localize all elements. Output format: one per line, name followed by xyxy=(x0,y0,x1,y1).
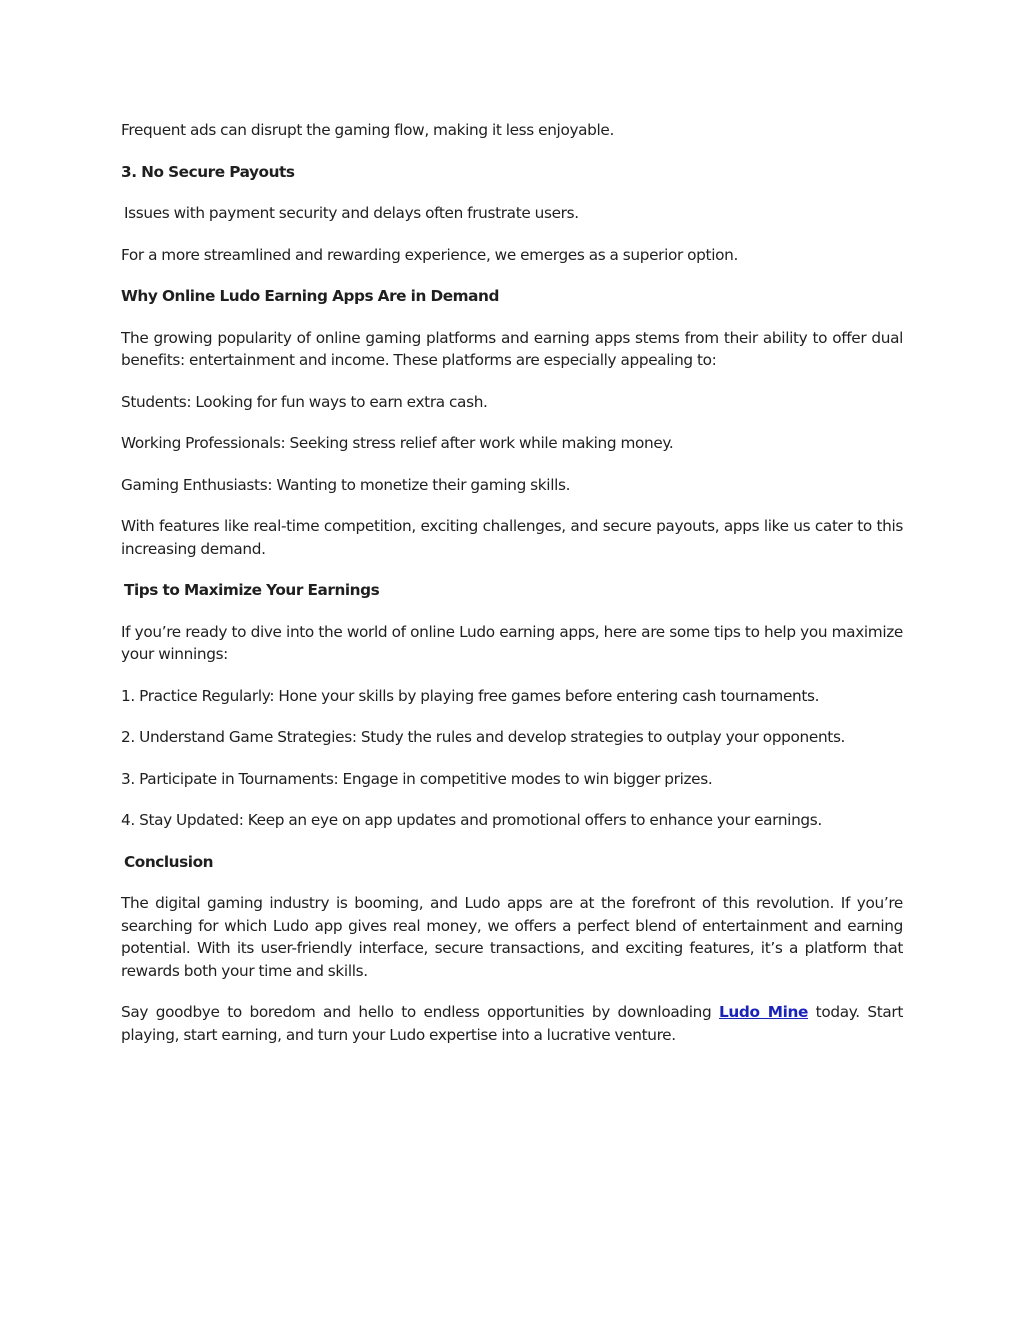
paragraph-superior-option: For a more streamlined and rewarding experience, we emerges as a superior option. xyxy=(121,245,738,264)
paragraph-students: Students: Looking for fun ways to earn extra cash. xyxy=(121,392,488,411)
cta-text-after: today. Start playing, start earning, and turn your Ludo expertise into a lucrative venture. xyxy=(121,1003,903,1044)
paragraph-gaming-enthusiasts: Gaming Enthusiasts: Wanting to monetize their gaming skills. xyxy=(121,475,571,494)
document-page xyxy=(121,119,903,1065)
paragraph-payment-issues: Issues with payment security and delays often frustrate users. xyxy=(124,204,579,222)
paragraph-growing-popularity: The growing popularity of online gaming platforms and earning apps stems from their ability to offer dual benefits: entertainment and income. These platforms are especially appealing to: xyxy=(121,328,903,369)
tip-item-3: 3. Participate in Tournaments: Engage in competitive modes to win bigger prizes. xyxy=(121,769,713,788)
tip-item-4: 4. Stay Updated: Keep an eye on app updates and promotional offers to enhance your earnings. xyxy=(121,811,822,829)
heading-why-in-demand: Why Online Ludo Earning Apps Are in Demand xyxy=(121,287,499,305)
paragraph-features: With features like real-time competition, exciting challenges, and secure payouts, apps like us cater to this increasing demand. xyxy=(121,517,903,558)
heading-tips: Tips to Maximize Your Earnings xyxy=(124,581,380,599)
cta-text-before: Say goodbye to boredom and hello to endless opportunities by downloading xyxy=(121,1003,719,1021)
paragraph-working-professionals: Working Professionals: Seeking stress relief after work while making money. xyxy=(121,434,674,452)
paragraph-tips-intro: If you’re ready to dive into the world of online Ludo earning apps, here are some tips to help you maximize your winnings: xyxy=(121,622,903,663)
paragraph-conclusion: The digital gaming industry is booming, and Ludo apps are at the forefront of this revolution. If you’re searching for which Ludo app gives real money, we offers a perfect blend of entertainment and earning potential. With its user-friendly interface, secure transactions, and exciting features, it’s a platform that rewards both your time and skills. xyxy=(121,894,903,980)
heading-conclusion: Conclusion xyxy=(124,852,214,871)
paragraph-ads: Frequent ads can disrupt the gaming flow, making it less enjoyable. xyxy=(121,121,615,139)
ludo-mine-link[interactable]: Ludo Mine xyxy=(718,1003,809,1021)
tip-item-1: 1. Practice Regularly: Hone your skills by playing free games before entering cash tournaments. xyxy=(121,686,820,705)
paragraph-call-to-action xyxy=(121,1001,903,1046)
tip-item-2: 2. Understand Game Strategies: Study the rules and develop strategies to outplay your opponents. xyxy=(121,728,846,746)
heading-no-secure-payouts: 3. No Secure Payouts xyxy=(121,162,295,181)
